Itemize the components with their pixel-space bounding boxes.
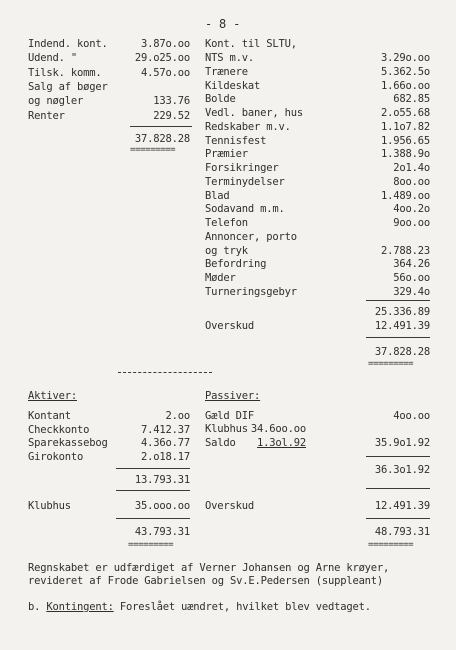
- income-rule: [130, 126, 192, 127]
- expense-row-label: Terminydelser: [205, 175, 285, 188]
- liab-total-rule: [366, 518, 430, 519]
- income-row-amount: 4.57o.oo: [141, 66, 190, 79]
- liab-subtotal: 36.3o1.92: [374, 464, 430, 476]
- expense-row-amount: 1.956.65: [381, 134, 430, 147]
- expense-row-amount: 1.1o7.82: [381, 120, 430, 133]
- expenses-total-rule: [366, 337, 430, 338]
- income-row-label: Renter: [28, 109, 65, 122]
- assets-rule-2: [116, 490, 190, 491]
- expenses-total-underline: =========: [368, 360, 414, 368]
- expense-row-label: Møder: [205, 272, 236, 284]
- assets-title: Aktiver:: [28, 390, 77, 402]
- expense-row-amount: 682.85: [393, 93, 430, 106]
- income-row-amount: 29.o25.oo: [134, 52, 190, 65]
- page-number: - 8 -: [205, 17, 241, 31]
- income-row-label: og nøgler: [28, 95, 84, 108]
- surplus-amount: 12.491.39: [374, 320, 430, 332]
- liab-rule-2: [366, 488, 430, 489]
- income-row-amount: 133.76: [153, 95, 190, 108]
- income-row-amount: 3.87o.oo: [141, 38, 190, 50]
- expense-row-label: Trænere: [205, 65, 248, 78]
- expense-row-label: Præmier: [205, 148, 248, 161]
- expense-row-label: Turneringsgebyr: [205, 285, 297, 298]
- expenses-subtotal: 25.336.89: [374, 306, 430, 318]
- liab-total-underline: =========: [368, 541, 414, 549]
- motion-heading: Kontingent:: [46, 601, 114, 613]
- surplus-label: Overskud: [205, 320, 254, 332]
- expense-row-label: Annoncer, porto: [205, 230, 297, 243]
- motion-text: Foreslået uændret, hvilket blev vedtaget.: [113, 601, 371, 613]
- expense-row-label: Vedl. baner, hus: [205, 107, 303, 119]
- liab-debt-amount: 4oo.oo: [393, 410, 430, 422]
- note-line-1: Regnskabet er udfærdiget af Verner Johansen og Arne krøyer,: [28, 562, 390, 574]
- liab-total: 48.793.31: [374, 526, 430, 538]
- liab-surplus-amount: 12.491.39: [374, 500, 430, 512]
- assets-subtotal: 13.793.31: [134, 474, 190, 486]
- liab-club-label: Klubhus: [205, 423, 248, 435]
- income-row-label: Tilsk. komm.: [28, 66, 102, 79]
- asset-row-amount: 4.36o.77: [141, 437, 190, 450]
- expense-row-amount: 2.o55.68: [381, 107, 430, 119]
- motion-line: [28, 601, 371, 613]
- income-row-amount: 229.52: [153, 109, 190, 122]
- assets-total-rule: [116, 518, 190, 519]
- motion-prefix: b.: [28, 601, 47, 613]
- asset-row-amount: 2.oo: [165, 410, 190, 422]
- expense-row-amount: 9oo.oo: [393, 217, 430, 229]
- expense-row-label: Bolde: [205, 93, 236, 106]
- income-row-label: Udend. ": [28, 52, 77, 65]
- income-row-label: Indend. kont.: [28, 38, 108, 50]
- expense-row-amount: 56o.oo: [393, 272, 430, 284]
- asset-row-amount: 2.o18.17: [141, 451, 190, 464]
- assets-rule: [116, 468, 190, 469]
- liab-rule: [366, 456, 430, 457]
- expense-row-amount: 2.788.23: [381, 244, 430, 257]
- income-total-underline: =========: [130, 146, 176, 154]
- asset-row-label: Girokonto: [28, 451, 84, 464]
- expense-row-label: Befordring: [205, 258, 267, 271]
- note-line-2: revideret af Frode Gabrielsen og Sv.E.Pedersen (suppleant): [28, 575, 384, 587]
- expenses-title: Kont. til SLTU,: [205, 38, 297, 50]
- expense-row-label: Kildeskat: [205, 79, 261, 92]
- asset-row-label: Sparekassebog: [28, 437, 108, 450]
- asset-row-label: Checkkonto: [28, 423, 90, 436]
- income-total: 37.828.28: [134, 133, 190, 145]
- liab-saldo-amount: 1.3ol.92: [257, 437, 306, 449]
- expense-row-amount: 1.66o.oo: [381, 79, 430, 92]
- liab-debt-label: Gæld DIF: [205, 410, 254, 422]
- expenses-total: 37.828.28: [374, 346, 430, 358]
- expense-row-label: og tryk: [205, 244, 248, 257]
- expense-row-amount: 5.362.5o: [381, 65, 430, 78]
- expense-row-label: Telefon: [205, 217, 248, 229]
- expense-row-amount: 1.489.oo: [381, 189, 430, 202]
- expense-row-amount: 329.4o: [393, 285, 430, 298]
- expense-row-amount: 8oo.oo: [393, 175, 430, 188]
- liab-club-amount: 34.6oo.oo: [250, 423, 306, 435]
- expense-row-label: Tennisfest: [205, 134, 267, 147]
- expense-row-label: Redskaber m.v.: [205, 120, 291, 133]
- asset-row-label: Kontant: [28, 410, 71, 422]
- expense-row-label: NTS m.v.: [205, 52, 254, 64]
- liab-saldo-label: Saldo: [205, 437, 236, 449]
- expense-row-amount: 364.26: [393, 258, 430, 271]
- expense-row-label: Sodavand m.m.: [205, 203, 285, 216]
- expense-row-label: Blad: [205, 189, 230, 202]
- clubhouse-amount: 35.ooo.oo: [134, 500, 190, 512]
- expense-row-amount: 3.29o.oo: [381, 52, 430, 64]
- expense-row-amount: 1.388.9o: [381, 148, 430, 161]
- assets-total-underline: =========: [128, 541, 174, 549]
- liab-surplus-label: Overskud: [205, 500, 254, 512]
- section-divider: [118, 372, 212, 373]
- expense-row-label: Forsikringer: [205, 162, 279, 174]
- clubhouse-label: Klubhus: [28, 500, 71, 512]
- expense-row-amount: 2o1.4o: [393, 162, 430, 174]
- liab-saldo-result: 35.9o1.92: [374, 437, 430, 449]
- asset-row-amount: 7.412.37: [141, 423, 190, 436]
- expenses-rule: [366, 300, 430, 301]
- assets-total: 43.793.31: [134, 526, 190, 538]
- liabilities-title: Passiver:: [205, 390, 261, 402]
- expense-row-amount: 4oo.2o: [393, 203, 430, 216]
- income-row-label: Salg af bøger: [28, 80, 108, 93]
